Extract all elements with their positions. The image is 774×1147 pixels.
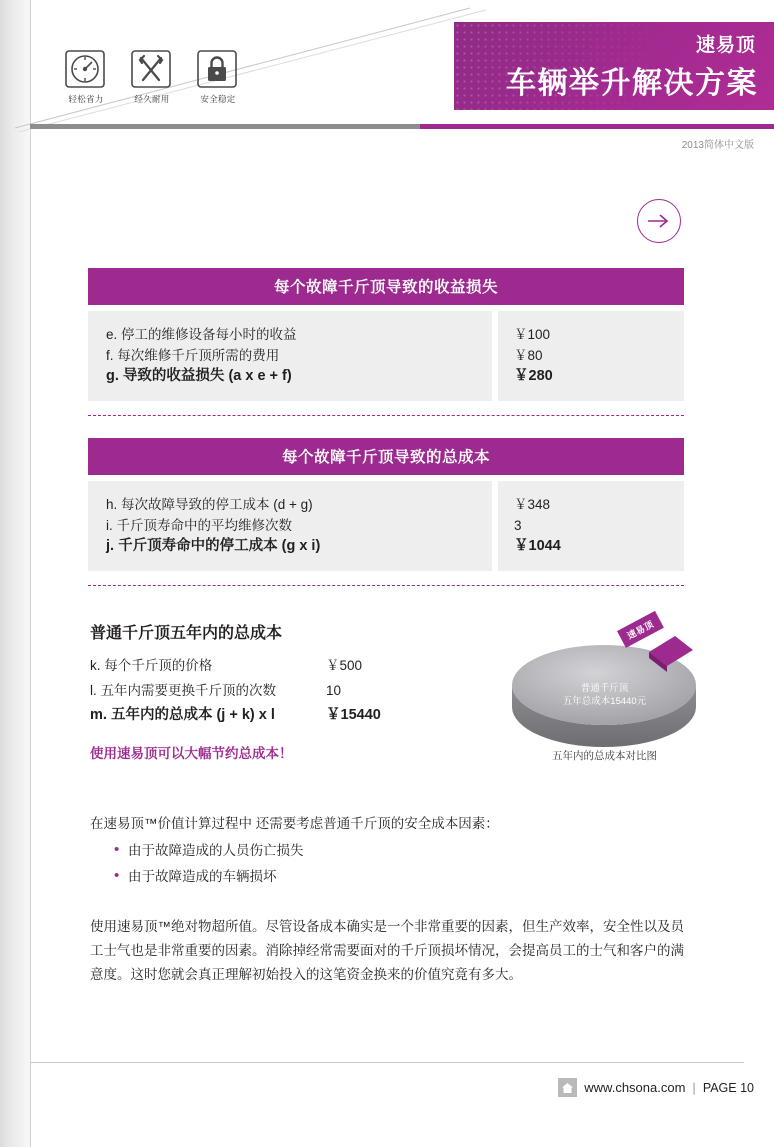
revenue-loss-table-title: 每个故障千斤顶导致的收益损失 bbox=[88, 268, 684, 305]
total-cost-table-title: 每个故障千斤顶导致的总成本 bbox=[88, 438, 684, 475]
list-item-label: l. 五年内需要更换千斤顶的次数 bbox=[90, 683, 277, 698]
feature-icon-tools bbox=[128, 48, 176, 105]
footer-divider bbox=[30, 1062, 744, 1063]
page-title: 车辆举升解决方案 bbox=[506, 67, 758, 100]
tools-icon bbox=[128, 48, 174, 90]
table-row-value: ￥1044 bbox=[514, 538, 561, 554]
list-item-label: m. 五年内的总成本 (j + k) x l bbox=[90, 707, 275, 723]
table-row: j. 千斤顶寿命中的停工成本 (g x i) bbox=[106, 538, 321, 554]
table-row-value: ￥280 bbox=[514, 368, 553, 384]
five-year-cost-title: 普通千斤顶五年内的总成本 bbox=[90, 625, 283, 642]
list-item bbox=[90, 703, 470, 728]
closing-paragraph: 使用速易顶™绝对物超所值。尽管设备成本确实是一个非常重要的因素，但生产效率，安全性以及员工士气也是非常重要的因素。消除掉经常需要面对的千斤顶损坏情况，会提高员工的士气和客户的满意度。这时您就会真正理解初始投入的这笔资金换来的价值究竟有多大。 bbox=[90, 919, 684, 982]
pie-slice-tag: 速易顶 bbox=[617, 611, 663, 648]
table-row-value: 3 bbox=[514, 518, 522, 533]
home-icon bbox=[558, 1078, 577, 1097]
pie-inner-label bbox=[497, 682, 712, 708]
table-row: h. 每次故障导致的停工成本 (d + g) bbox=[106, 497, 313, 512]
list-item: • 由于故障造成的人员伤亡损失 bbox=[110, 838, 670, 864]
feature-icon-caption: 经久耐用 bbox=[134, 94, 170, 104]
feature-icons bbox=[62, 48, 242, 105]
section-divider bbox=[88, 415, 684, 416]
list-item-value: ￥500 bbox=[326, 658, 363, 673]
website-link[interactable]: www.chsona.com bbox=[584, 1080, 686, 1095]
header-rule-grey bbox=[30, 124, 420, 129]
five-year-cost-list bbox=[90, 653, 470, 728]
section-divider bbox=[88, 585, 684, 586]
list-item-value: ￥15440 bbox=[326, 707, 381, 723]
total-cost-labels bbox=[88, 481, 492, 571]
feature-icon-caption: 安全稳定 bbox=[200, 94, 236, 104]
pie-inner-label-line1: 普通千斤顶 bbox=[580, 683, 629, 694]
revenue-loss-table bbox=[88, 268, 684, 416]
total-cost-values bbox=[498, 481, 684, 571]
total-cost-table bbox=[88, 438, 684, 586]
table-row: i. 千斤顶寿命中的平均维修次数 bbox=[106, 518, 293, 533]
arrow-right-icon[interactable] bbox=[637, 199, 681, 243]
page-spine-line bbox=[30, 0, 31, 1147]
header-rule-purple bbox=[420, 124, 774, 129]
list-item bbox=[90, 678, 470, 703]
intro-paragraph: 在速易顶™价值计算过程中 还需要考虑普通千斤顶的安全成本因素： bbox=[90, 816, 499, 831]
feature-icon-lock bbox=[194, 48, 242, 105]
revenue-loss-labels bbox=[88, 311, 492, 401]
revenue-loss-values bbox=[498, 311, 684, 401]
safety-cost-bullets bbox=[110, 838, 670, 890]
chart-caption: 五年内的总成本对比图 bbox=[552, 750, 657, 762]
list-item-value: 10 bbox=[326, 683, 342, 698]
table-row-value: ￥100 bbox=[514, 327, 551, 342]
table-row-value: ￥80 bbox=[514, 348, 543, 363]
table-row: e. 停工的维修设备每小时的收益 bbox=[106, 327, 297, 342]
pie-inner-label-line2: 五年总成本15440元 bbox=[562, 696, 647, 707]
table-row: g. 导致的收益损失 (a x e + f) bbox=[106, 368, 292, 384]
page-spine bbox=[0, 0, 30, 1147]
brand-name: 速易顶 bbox=[695, 35, 756, 56]
list-item-label: k. 每个千斤顶的价格 bbox=[90, 658, 213, 673]
page-footer bbox=[558, 1078, 754, 1097]
page-number: PAGE 10 bbox=[702, 1080, 754, 1095]
footer-separator: | bbox=[692, 1080, 696, 1095]
list-item: • 由于故障造成的车辆损坏 bbox=[110, 864, 670, 890]
table-row: f. 每次维修千斤顶所需的费用 bbox=[106, 348, 280, 363]
list-item bbox=[90, 653, 470, 678]
gauge-icon bbox=[62, 48, 108, 90]
page-header bbox=[0, 0, 774, 132]
lock-icon bbox=[194, 48, 240, 90]
edition-label: 2013简体中文版 bbox=[681, 140, 754, 151]
feature-icon-gauge bbox=[62, 48, 110, 105]
table-row-value: ￥348 bbox=[514, 497, 551, 512]
feature-icon-caption: 轻松省力 bbox=[68, 94, 104, 104]
savings-note: 使用速易顶可以大幅节约总成本！ bbox=[90, 746, 293, 761]
